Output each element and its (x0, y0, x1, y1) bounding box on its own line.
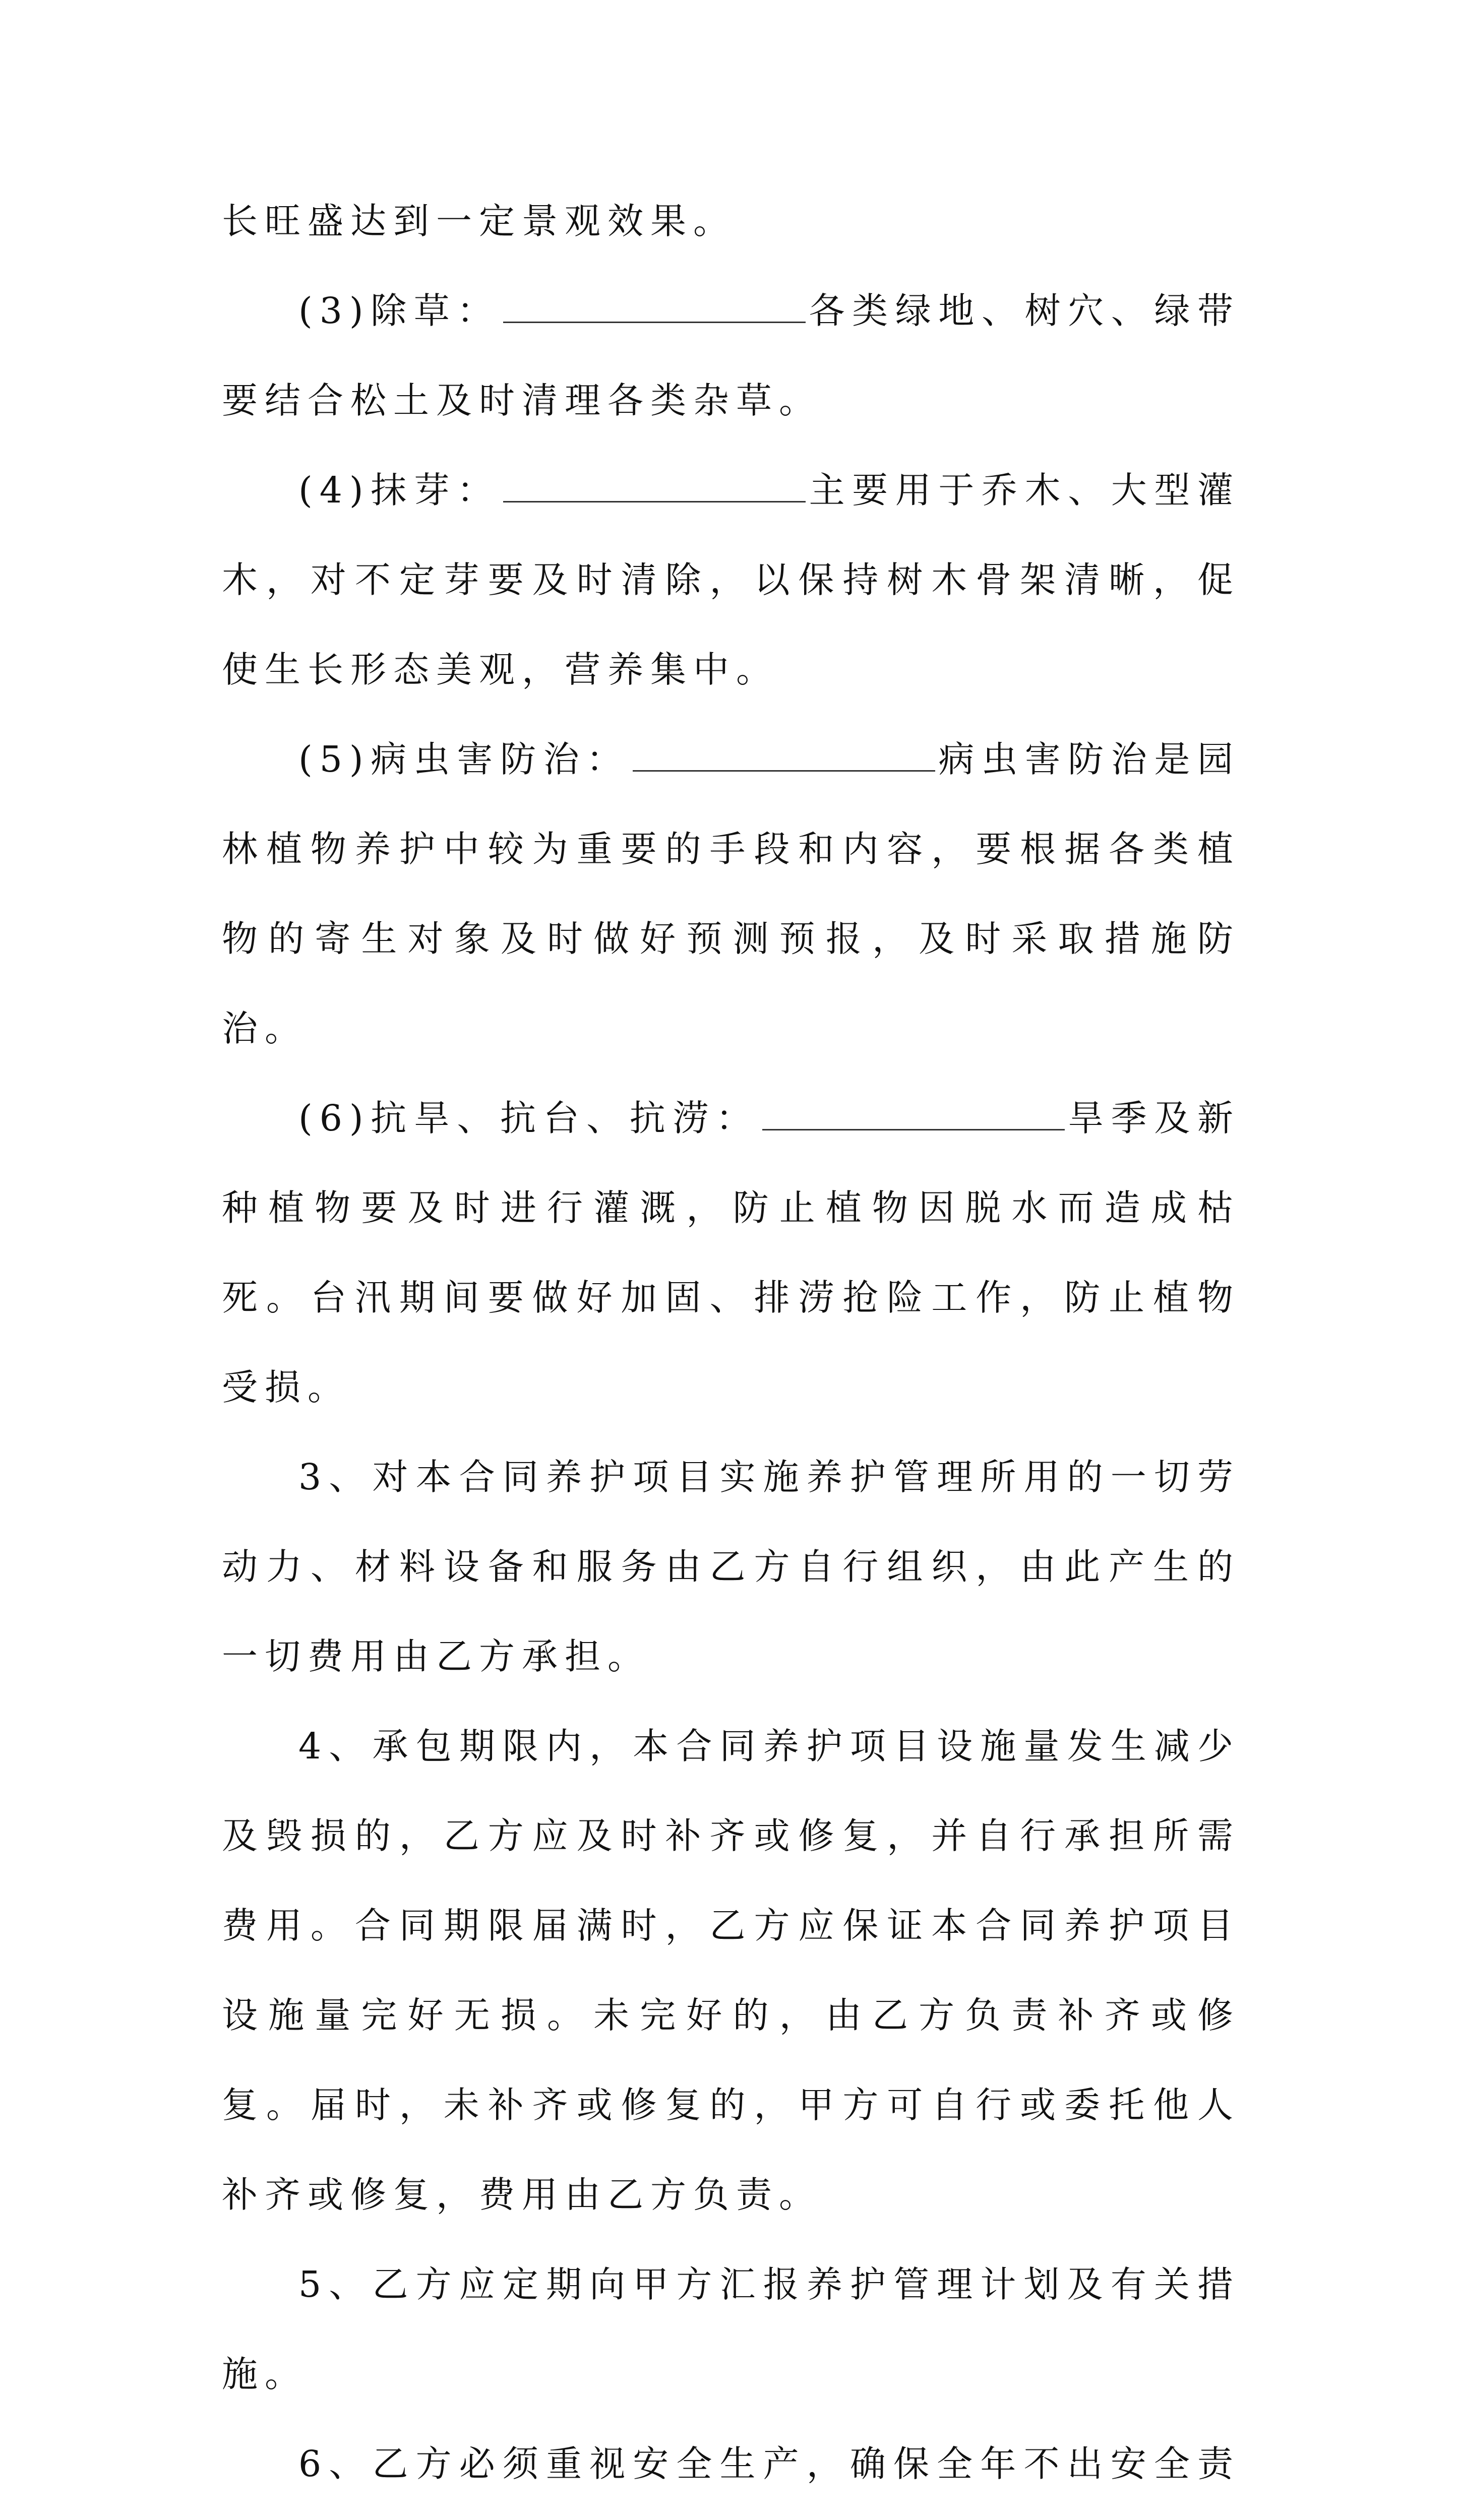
paragraph-text: 各类绿地、树穴、绿带要结合松土及时清理各类杂草。 (222, 290, 1240, 421)
paragraph-text: 5、乙方应定期向甲方汇报养护管理计划及有关措施。 (222, 2263, 1240, 2395)
paragraph-text: 长旺盛达到一定景观效果。 (222, 200, 737, 242)
paragraph-lead: (5)病虫害防治： (298, 738, 630, 780)
fill-in-blank (503, 500, 806, 502)
paragraph-lead: (3)除草： (298, 290, 500, 332)
paragraph-text: 4、承包期限内，本合同养护项目设施量发生减少及毁损的，乙方应及时补齐或修复，并自行承担所需费用。合同期限届满时，乙方应保证本合同养护项目设施量完好无损。未完好的，由乙方负责补齐或修复。届时，未补齐或修复的，甲方可自行或委托他人补齐或修复，费用由乙方负责。 (222, 1725, 1240, 2216)
paragraph-text: 病虫害防治是园林植物养护中较为重要的手段和内容，要根据各类植物的寄生对象及时做好预测预报，及时采取措施防治。 (222, 738, 1240, 1049)
paragraph-clause-3 (222, 1432, 1240, 1702)
fill-in-blank (633, 770, 935, 772)
paragraph-text: 6、乙方必须重视安全生产，确保全年不出安全责 (298, 2443, 1240, 2485)
paragraph-text: 主要用于乔木、大型灌木，对不定芽要及时清除，以保持树木骨架清晰，促使生长形态美观，营养集中。 (222, 469, 1240, 690)
paragraph-continuation (222, 176, 1240, 266)
fill-in-blank (503, 321, 806, 323)
paragraph-bud-removal (222, 446, 1240, 715)
fill-in-blank (762, 1128, 1065, 1130)
paragraph-lead: (6)抗旱、抗台、抗涝： (298, 1097, 759, 1139)
paragraph-lead: (4)抹芽： (298, 469, 500, 511)
paragraph-clause-4 (222, 1702, 1240, 2240)
document-body (222, 176, 1240, 2520)
paragraph-text: 旱季及新种植物要及时进行灌溉，防止植物因脱水而造成枯死。台汛期间要做好加固、排涝抢险工作，防止植物受损。 (222, 1097, 1240, 1408)
paragraph-pest-control (222, 715, 1240, 1074)
paragraph-clause-6 (222, 2419, 1240, 2520)
paragraph-text: 3、对本合同养护项目实施养护管理所用的一切劳动力、材料设备和服务由乙方自行组织，由此产生的一切费用由乙方承担。 (222, 1456, 1240, 1677)
paragraph-drought-typhoon-flood (222, 1074, 1240, 1432)
paragraph-weeding (222, 266, 1240, 446)
paragraph-clause-5 (222, 2240, 1240, 2419)
